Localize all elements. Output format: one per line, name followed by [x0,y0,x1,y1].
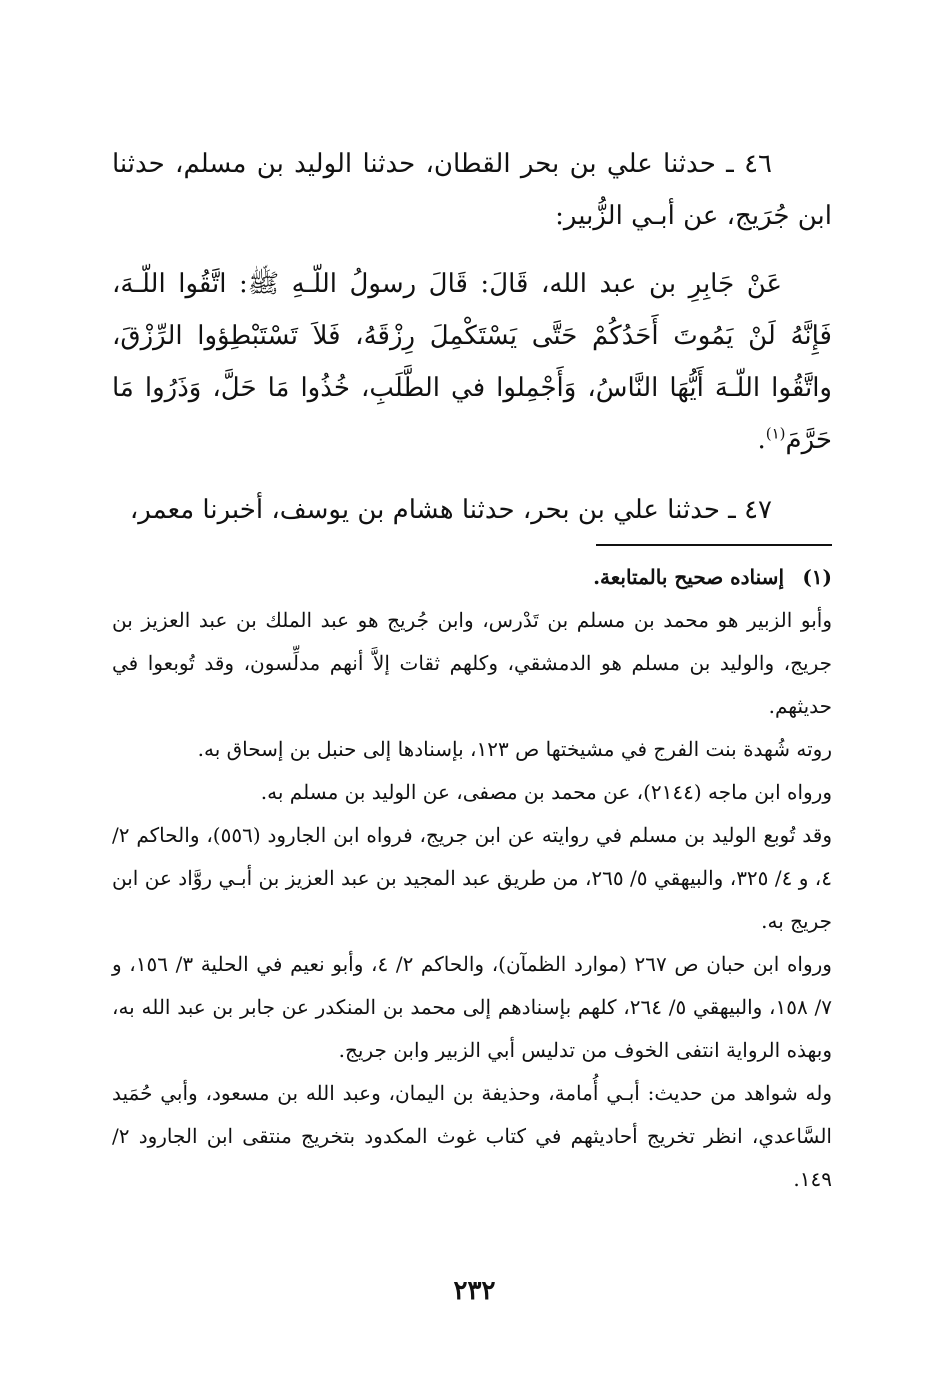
hadith-46-end: . [757,425,766,455]
page-number: ٢٣٢ [453,1276,496,1306]
footnote-separator [596,544,832,546]
footnote-paragraph-ibn-majah: ورواه ابن ماجه (٢١٤٤)، عن محمد بن مصفى، عن الوليد بن مسلم به. [260,780,832,804]
footnote-paragraph-narrators: وأبو الزبير هو محمد بن مسلم بن تَدْرس، وابن جُريج هو عبد الملك بن عبد العزيز بن جريج، والوليد بن مسلم هو الدمشقي، وكلهم ثقات إلاَّ أنهم مدلِّسون، وقد تُوبعوا في حديثهم. [112,608,832,718]
footnotes-section [112,556,832,1201]
footnote-heading-text: إسناده صحيح بالمتابعة. [593,565,784,589]
hadith-46-chain: ٤٦ ـ حدثنا علي بن بحر القطان، حدثنا الوليد بن مسلم، حدثنا ابن جُرَيج، عن أبـي الزُّبير: [112,149,832,231]
hadith-47-chain: ٤٧ ـ حدثنا علي بن بحر، حدثنا هشام بن يوسف، أخبرنا معمر، [129,495,772,525]
hadith-46-body: عَنْ جَابِرِ بن عبد الله، قَالَ: قَالَ رسولُ اللّـهِ ﷺ: اتَّقُوا اللّـهَ، فَإِنَّهُ لَنْ يَمُوتَ أَحَدُكُمْ حَتَّى يَسْتَكْمِلَ رِزْقَهُ، فَلاَ تَسْتَبْطِؤوا الرِّزْقَ، واتَّقُوا اللّـهَ أَيُّهَا النَّاسُ، وَأَجْمِلوا في الطَّلَبِ، خُذُوا مَا حَلَّ، وَذَرُوا مَا حَرَّمَ [112,269,832,455]
footnote-heading [112,556,832,599]
hadith-46-text-block [112,258,832,466]
footnote-paragraph-shawahid: وله شواهد من حديث: أبـي أُمامة، وحذيفة بن اليمان، وعبد الله بن مسعود، وأبي حُمَيد السَّاعدي، انظر تخريج أحاديثهم في كتاب غوث المكدود بتخريج منتقى ابن الجارود ٢/ ١٤٩. [112,1081,832,1191]
footnote-marker[interactable]: (١) [765,424,786,443]
footnote-paragraph-shuhda: روته شُهدة بنت الفرج في مشيختها ص ١٢٣، بإسنادها إلى حنبل بن إسحاق به. [197,737,832,761]
footnote-paragraph-ibn-hibban: ورواه ابن حبان ص ٢٦٧ (موارد الظمآن)، والحاكم ٢/ ٤، وأبو نعيم في الحلية ٣/ ١٥٦، و ٧/ ١٥٨، والبيهقي ٥/ ٢٦٤، كلهم بإسنادهم إلى محمد بن المنكدر عن جابر بن عبد الله به، وبهذه الرواية انتفى الخوف من تدليس أبي الزبير وابن جريج. [112,952,832,1062]
page-body [112,138,832,1201]
footnote-number: (١) [802,565,832,589]
footnote-paragraph-mutabaa: وقد تُوبع الوليد بن مسلم في روايته عن ابن جريج، فرواه ابن الجارود (٥٥٦)، والحاكم ٢/ ٤، و ٤/ ٣٢٥، والبيهقي ٥/ ٢٦٥، من طريق عبد المجيد بن عبد العزيز بن أبـي روَّاد عن ابن جريج به. [112,823,832,933]
hadith-46-text [112,258,832,466]
